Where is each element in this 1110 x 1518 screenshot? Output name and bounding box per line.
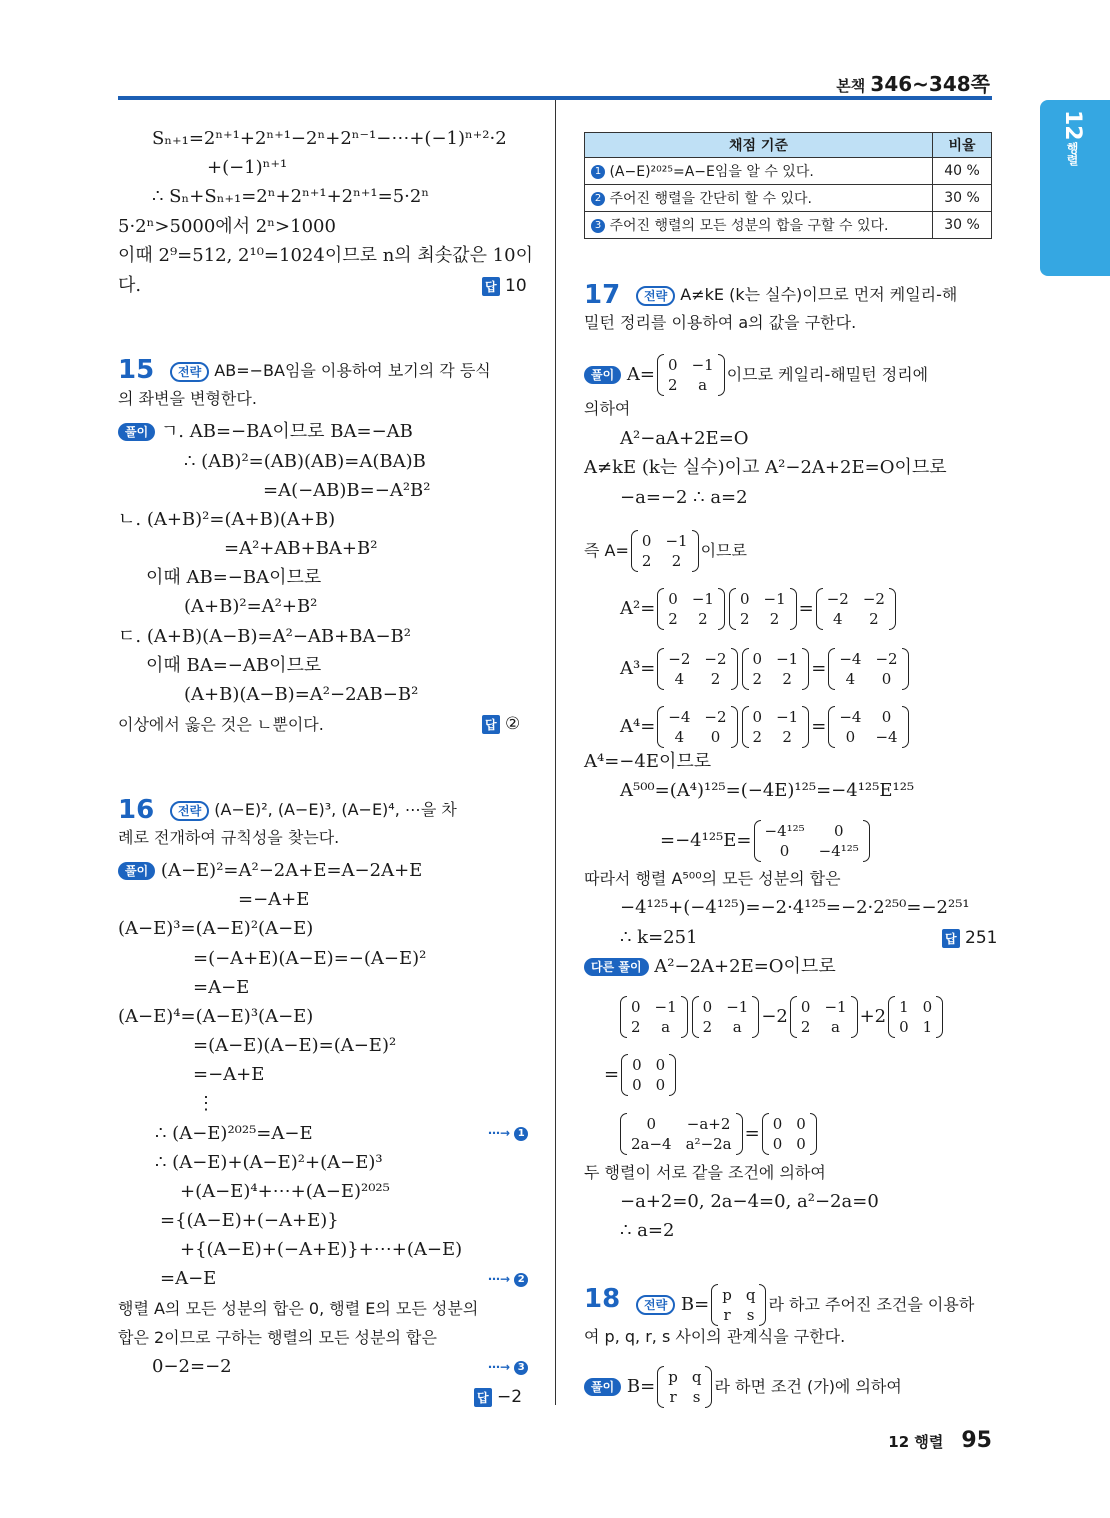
matrix <box>619 1054 678 1096</box>
answer-14 <box>482 276 527 296</box>
matrix-entry: 2 <box>710 670 721 688</box>
matrix-entry: −4 <box>875 728 898 746</box>
equals: = <box>798 598 814 619</box>
marker-arrow: ⋯→ <box>488 1360 511 1374</box>
matrix-entry: 0 <box>752 708 763 726</box>
matrix-entry: 2 <box>668 376 678 394</box>
math-line: (A+B)²=A²+B² <box>184 596 318 617</box>
math-text: A⁴= <box>620 716 656 737</box>
matrix <box>886 996 945 1038</box>
math-text: B= <box>680 1294 710 1315</box>
strategy-line <box>170 799 457 821</box>
matrix-entry: p <box>722 1286 732 1304</box>
text-line: ∴ Sₙ+Sₙ₊₁=2ⁿ+2ⁿ⁺¹+2ⁿ⁺¹=5·2ⁿ <box>152 186 430 207</box>
strategy-badge: 전략 <box>170 362 209 382</box>
alt-solution-line <box>584 956 836 978</box>
math-line <box>660 820 872 862</box>
criteria-number: 1 <box>591 165 605 179</box>
math-line: =A−E <box>160 1268 217 1289</box>
matrix <box>655 588 727 630</box>
equals: = <box>604 1064 620 1085</box>
math-line: +(A−E)⁴+⋯+(A−E)²⁰²⁵ <box>180 1181 390 1202</box>
matrix-entry: −2 <box>704 708 727 726</box>
matrix-entry: 0 <box>800 998 811 1016</box>
solution-badge: 풀이 <box>118 862 155 880</box>
math-text: 이므로 케일리-해밀턴 정리에 <box>726 365 929 384</box>
text-line: 5·2ⁿ>5000에서 2ⁿ>1000 <box>118 216 336 237</box>
matrix-entry: −1 <box>654 998 677 1016</box>
matrix <box>618 1113 745 1155</box>
marker-number: 2 <box>514 1273 528 1287</box>
math-text: (A−E)²=A²−2A+E=A−2A+E <box>160 860 423 881</box>
matrix-entry: 0 <box>632 1076 642 1094</box>
column-header-ratio: 비율 <box>933 133 992 158</box>
matrix-entry: 4 <box>674 728 685 746</box>
book-ref: 본책 <box>836 77 866 95</box>
math-line <box>584 530 747 572</box>
table-header-row <box>585 133 992 158</box>
strategy-text: (A−E)², (A−E)³, (A−E)⁴, ⋯을 차 <box>214 800 457 819</box>
matrix-entry: 2 <box>769 610 780 628</box>
criteria-text: (A−E)²⁰²⁵=A−E임을 알 수 있다. <box>609 164 814 180</box>
matrix <box>740 648 812 690</box>
math-line <box>620 706 911 748</box>
math-line: =A−E <box>193 977 250 998</box>
matrix-entry: a <box>698 376 708 394</box>
math-line: ={(A−E)+(−A+E)} <box>160 1210 339 1231</box>
matrix-entry: 0 <box>632 1056 642 1074</box>
matrix-entry: 0 <box>655 1056 666 1074</box>
matrix-entry: −1 <box>776 650 799 668</box>
answer-label: 답 <box>474 1388 492 1407</box>
answer-15 <box>482 714 520 734</box>
solution-badge: 풀이 <box>584 366 621 384</box>
math-text: B= <box>626 1376 656 1397</box>
math-line: ㄷ. (A+B)(A−B)=A²−AB+BA−B² <box>118 626 411 647</box>
matrix <box>629 530 701 572</box>
math-text: 즉 A= <box>584 541 629 560</box>
math-line: A⁵⁰⁰=(A⁴)¹²⁵=(−4E)¹²⁵=−4¹²⁵E¹²⁵ <box>620 780 915 801</box>
matrix-entry: 4 <box>833 610 843 628</box>
matrix <box>752 820 872 862</box>
matrix-entry: 0 <box>796 1115 806 1133</box>
matrix-entry: −4 <box>839 650 862 668</box>
answer-label: 답 <box>942 929 960 948</box>
matrix-entry: 0 <box>772 1115 783 1133</box>
matrix-entry: −4 <box>839 708 862 726</box>
math-line <box>618 1113 819 1155</box>
matrix <box>727 588 799 630</box>
page-range: 346~348쪽 <box>870 72 990 96</box>
matrix-entry: 0 <box>772 1135 783 1153</box>
matrix-entry: r <box>669 1388 677 1406</box>
matrix-entry: 2a−4 <box>631 1135 672 1153</box>
matrix-entry: 2 <box>668 610 678 628</box>
criteria-number: 2 <box>591 192 605 206</box>
matrix <box>655 648 739 690</box>
strategy-badge: 전략 <box>170 801 209 821</box>
math-line: 이때 AB=−BA이므로 <box>146 567 322 588</box>
math-line: (A−E)³=(A−E)²(A−E) <box>118 918 314 939</box>
marker-arrow: ⋯→ <box>488 1126 511 1140</box>
matrix-entry: p <box>668 1368 678 1386</box>
math-line <box>618 996 945 1038</box>
matrix-entry: 2 <box>782 670 792 688</box>
text-line: 이때 2⁹=512, 2¹⁰=1024이므로 n의 최솟값은 10이 <box>118 245 533 266</box>
text-line: 두 행렬이 서로 같을 조건에 의하여 <box>584 1163 826 1182</box>
matrix <box>655 706 739 748</box>
chapter-number: 12 <box>1060 110 1085 141</box>
strategy-text: 의 좌변을 변형한다. <box>118 389 257 408</box>
matrix-entry: 2 <box>671 552 682 570</box>
criteria-text: 주어진 행렬을 간단히 할 수 있다. <box>609 191 812 207</box>
strategy-text: A≠kE (k는 실수)이므로 먼저 케일리-해 <box>680 285 958 304</box>
solution-line <box>118 860 422 882</box>
coefficient: +2 <box>859 1006 887 1027</box>
matrix-entry: 2 <box>800 1018 811 1036</box>
matrix-entry: 0 <box>881 670 892 688</box>
problem-number-17: 17 <box>584 280 621 310</box>
math-line: =A²+AB+BA+B² <box>224 538 378 559</box>
math-line: ∴ (A−E)+(A−E)²+(A−E)³ <box>155 1152 383 1173</box>
strategy-line <box>170 360 491 382</box>
matrix-entry: a <box>831 1018 840 1036</box>
matrix-entry: 0 <box>845 728 856 746</box>
matrix-entry: 2 <box>739 610 750 628</box>
matrix-entry: 0 <box>631 998 641 1016</box>
math-text: A²−2A+2E=O이므로 <box>654 956 836 977</box>
math-line: ∴ k=251 <box>620 927 698 948</box>
math-line: −a+2=0, 2a−4=0, a²−2a=0 <box>620 1191 879 1212</box>
equals: = <box>811 658 827 679</box>
text-line: 다. <box>118 275 142 296</box>
matrix <box>826 648 910 690</box>
matrix-entry: 2 <box>641 552 652 570</box>
scoring-table <box>584 132 992 239</box>
math-text: =−4¹²⁵E= <box>660 830 752 851</box>
strategy-line <box>636 284 957 306</box>
matrix-entry: −a+2 <box>686 1115 731 1133</box>
matrix-entry: a²−2a <box>685 1135 732 1153</box>
matrix-entry: −1 <box>691 356 714 374</box>
matrix-entry: 0 <box>739 590 750 608</box>
math-text: 이므로 <box>700 541 747 560</box>
math-line: ∴ a=2 <box>620 1220 675 1241</box>
ratio-cell: 30 % <box>933 185 992 212</box>
criteria-cell <box>585 185 933 212</box>
matrix-entry: 0 <box>752 650 763 668</box>
math-line: −4¹²⁵+(−4¹²⁵)=−2·4¹²⁵=−2·2²⁵⁰=−2²⁵¹ <box>620 897 970 918</box>
alt-solution-badge: 다른 풀이 <box>584 958 649 976</box>
matrix-entry: s <box>692 1388 701 1406</box>
matrix <box>618 996 690 1038</box>
matrix-entry: a <box>732 1018 742 1036</box>
math-line: A⁴=−4E이므로 <box>584 751 712 772</box>
math-text: A= <box>626 364 656 385</box>
marker-number: 1 <box>514 1127 528 1141</box>
math-line: (A−E)⁴=(A−E)³(A−E) <box>118 1006 314 1027</box>
matrix-entry: 2 <box>631 1018 641 1036</box>
math-text: A³= <box>620 658 656 679</box>
strategy-text: 밀턴 정리를 이용하여 a의 값을 구한다. <box>584 313 857 332</box>
matrix-entry: −4¹²⁵ <box>818 842 859 860</box>
matrix <box>690 996 762 1038</box>
matrix-entry: 0 <box>779 842 790 860</box>
ratio-cell: 30 % <box>933 212 992 239</box>
criteria-cell <box>585 158 933 185</box>
math-line: ⋮ <box>197 1093 215 1114</box>
answer-value: 251 <box>965 928 998 948</box>
math-line: A≠kE (k는 실수)이고 A²−2A+2E=O이므로 <box>584 457 947 478</box>
matrix-entry: −1 <box>763 590 786 608</box>
criteria-text: 주어진 행렬의 모든 성분의 합을 구할 수 있다. <box>609 218 889 234</box>
solution-line <box>118 421 413 443</box>
solution-line <box>584 354 928 396</box>
matrix-entry: −1 <box>824 998 847 1016</box>
strategy-text: AB=−BA임을 이용하여 보기의 각 등식 <box>214 361 491 380</box>
matrix-entry: −1 <box>726 998 749 1016</box>
solution-badge: 풀이 <box>584 1378 621 1396</box>
page-header <box>836 68 990 97</box>
matrix-entry: 4 <box>845 670 856 688</box>
matrix-entry: 2 <box>752 670 763 688</box>
matrix-entry: 2 <box>782 728 792 746</box>
matrix-entry: a <box>661 1018 671 1036</box>
text-line: 의하여 <box>584 399 631 418</box>
strategy-badge: 전략 <box>636 286 675 306</box>
math-line: ∴ (AB)²=(AB)(AB)=A(BA)B <box>184 451 426 472</box>
matrix-entry: q <box>691 1368 702 1386</box>
equals: = <box>744 1123 760 1144</box>
answer-label: 답 <box>482 277 500 296</box>
text-line: +(−1)ⁿ⁺¹ <box>207 157 288 178</box>
math-line: ㄴ. (A+B)²=(A+B)(A+B) <box>118 509 336 530</box>
matrix-entry: −1 <box>776 708 799 726</box>
matrix-entry: −2 <box>826 590 849 608</box>
math-line: =−A+E <box>193 1064 265 1085</box>
table-row <box>585 185 992 212</box>
page-number: 95 <box>961 1428 992 1453</box>
answer-value: ② <box>505 714 521 734</box>
math-line: A²−aA+2E=O <box>620 428 749 449</box>
matrix-entry: 0 <box>655 1076 666 1094</box>
solution-badge: 풀이 <box>118 423 155 441</box>
matrix-entry: 2 <box>702 1018 713 1036</box>
marker-number: 3 <box>514 1361 528 1375</box>
matrix-entry: −1 <box>665 532 688 550</box>
math-line: (A+B)(A−B)=A²−2AB−B² <box>184 684 419 705</box>
math-text: ㄱ. AB=−BA이므로 BA=−AB <box>160 421 413 442</box>
text-line: 행렬 A의 모든 성분의 합은 0, 행렬 E의 모든 성분의 <box>118 1299 479 1318</box>
answer-value: 10 <box>505 276 527 296</box>
chapter-tab[interactable] <box>1040 100 1110 276</box>
conclusion: 이상에서 옳은 것은 ㄴ뿐이다. <box>118 715 324 734</box>
matrix-entry: 0 <box>899 1018 909 1036</box>
problem-number-15: 15 <box>118 355 155 385</box>
text-line: 합은 2이므로 구하는 행렬의 모든 성분의 합은 <box>118 1328 437 1347</box>
matrix-entry: q <box>745 1286 756 1304</box>
column-header-criteria: 채점 기준 <box>585 133 933 158</box>
math-line: 이때 BA=−AB이므로 <box>146 655 322 676</box>
matrix-entry: −4 <box>668 708 691 726</box>
answer-label: 답 <box>482 715 500 734</box>
matrix-entry: 0 <box>702 998 713 1016</box>
coefficient: −2 <box>761 1006 788 1027</box>
matrix <box>826 706 910 748</box>
table-row <box>585 158 992 185</box>
step-marker-1 <box>488 1126 528 1141</box>
matrix-entry: −4¹²⁵ <box>764 822 805 840</box>
matrix-entry: 4 <box>674 670 685 688</box>
step-marker-2 <box>488 1272 528 1287</box>
matrix-entry: 0 <box>710 728 721 746</box>
matrix <box>740 706 812 748</box>
matrix-entry: −2 <box>875 650 898 668</box>
math-line <box>620 588 898 630</box>
matrix-entry: 0 <box>668 356 678 374</box>
math-line <box>620 648 911 690</box>
answer-16 <box>474 1387 522 1407</box>
matrix-entry: s <box>746 1306 755 1324</box>
matrix-entry: 0 <box>881 708 892 726</box>
matrix-entry: 1 <box>899 998 909 1016</box>
math-line: =−A+E <box>238 889 310 910</box>
matrix-entry: −2 <box>862 590 885 608</box>
math-line: =A(−AB)B=−A²B² <box>263 480 431 501</box>
matrix-entry: −1 <box>691 590 714 608</box>
matrix-entry: −2 <box>704 650 727 668</box>
matrix-entry: 2 <box>869 610 879 628</box>
math-text: 라 하면 조건 (가)에 의하여 <box>714 1377 902 1396</box>
answer-17 <box>942 928 997 948</box>
step-marker-3 <box>488 1360 528 1375</box>
math-line: −a=−2 ∴ a=2 <box>620 487 748 508</box>
matrix <box>788 996 860 1038</box>
strategy-line <box>636 1284 974 1326</box>
matrix-entry: r <box>723 1306 731 1324</box>
matrix-entry: 2 <box>752 728 763 746</box>
matrix <box>814 588 898 630</box>
math-line: ∴ (A−E)²⁰²⁵=A−E <box>155 1123 313 1144</box>
matrix-entry: −2 <box>668 650 691 668</box>
matrix-entry: 0 <box>833 822 844 840</box>
ratio-cell: 40 % <box>933 158 992 185</box>
matrix-entry: 0 <box>922 998 933 1016</box>
text-line: Sₙ₊₁=2ⁿ⁺¹+2ⁿ⁺¹−2ⁿ+2ⁿ⁻¹−⋯+(−1)ⁿ⁺²·2 <box>152 128 507 149</box>
math-line: =(−A+E)(A−E)=−(A−E)² <box>193 948 427 969</box>
problem-number-18: 18 <box>584 1284 621 1314</box>
matrix-entry: 0 <box>641 532 652 550</box>
math-line: =(A−E)(A−E)=(A−E)² <box>193 1035 397 1056</box>
footer-chapter: 12 행렬 <box>888 1433 944 1451</box>
math-line: +{(A−E)+(−A+E)}+⋯+(A−E) <box>180 1239 463 1260</box>
math-text: A²= <box>620 598 656 619</box>
problem-number-16: 16 <box>118 795 155 825</box>
text-line: 따라서 행렬 A⁵⁰⁰의 모든 성분의 합은 <box>584 869 841 888</box>
equals: = <box>811 716 827 737</box>
marker-arrow: ⋯→ <box>488 1272 511 1286</box>
matrix-entry: 0 <box>668 590 678 608</box>
math-line: 0−2=−2 <box>152 1356 232 1377</box>
answer-value: −2 <box>497 1387 523 1407</box>
page-footer <box>888 1428 992 1453</box>
matrix-entry: 0 <box>646 1115 657 1133</box>
column-divider <box>555 100 556 1405</box>
matrix <box>709 1284 768 1326</box>
matrix <box>760 1113 819 1155</box>
criteria-cell <box>585 212 933 239</box>
strategy-text: 례로 전개하여 규칙성을 찾는다. <box>118 828 340 847</box>
strategy-text: 여 p, q, r, s 사이의 관계식을 구한다. <box>584 1327 846 1346</box>
matrix-entry: 2 <box>698 610 708 628</box>
strategy-badge: 전략 <box>636 1295 675 1315</box>
table-row <box>585 212 992 239</box>
criteria-number: 3 <box>591 219 605 233</box>
matrix-entry: 0 <box>796 1135 806 1153</box>
strategy-text: 라 하고 주어진 조건을 이용하 <box>768 1295 975 1314</box>
matrix-entry: 1 <box>922 1018 933 1036</box>
matrix <box>655 1366 714 1408</box>
chapter-title: 행렬 <box>1065 142 1079 166</box>
solution-line <box>584 1366 902 1408</box>
math-line <box>604 1054 678 1096</box>
matrix <box>655 354 727 396</box>
